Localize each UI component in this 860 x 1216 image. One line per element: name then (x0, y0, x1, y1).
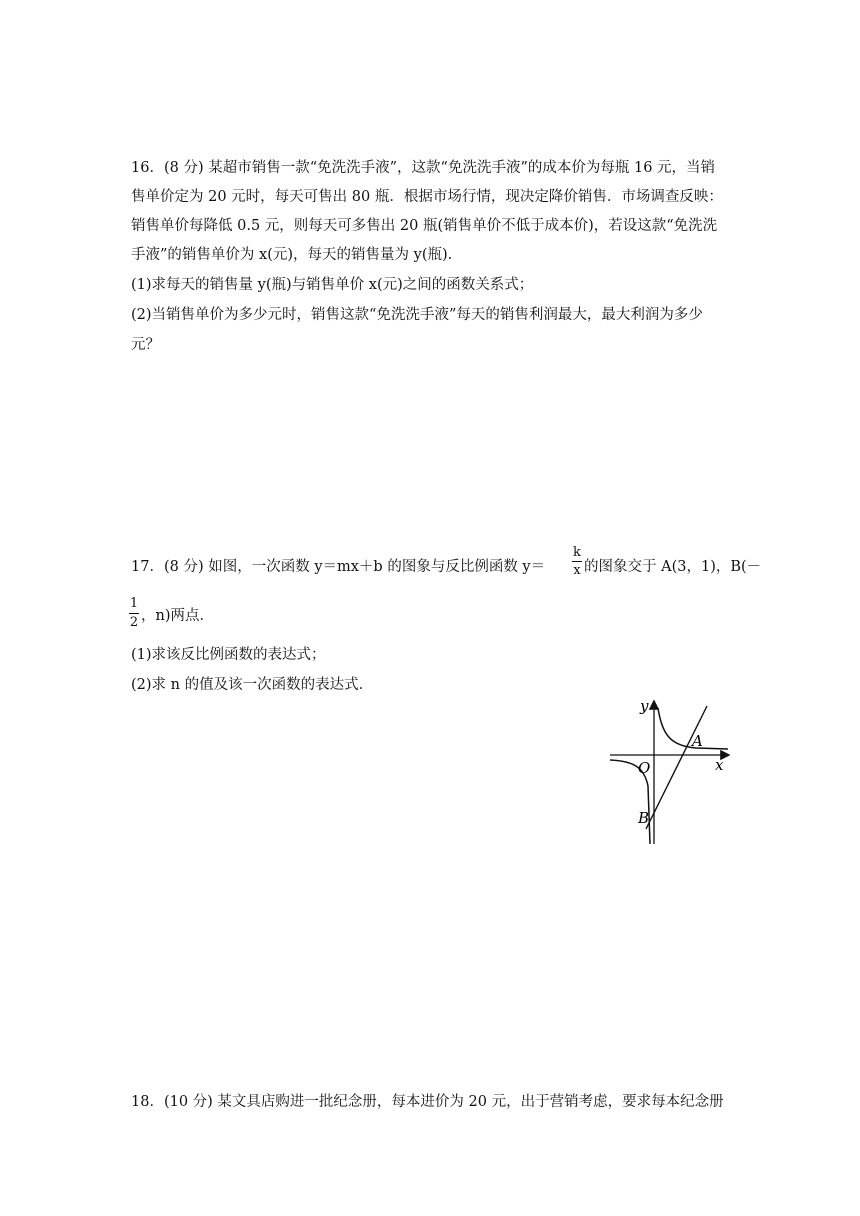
label-origin: O (638, 759, 651, 777)
q18-line-1: 18．(10 分) 某文具店购进一批纪念册，每本进价为 20 元，出于营销考虑，要求每本纪念册 (131, 1094, 724, 1110)
q16-part-2-cont: 元？ (131, 337, 160, 353)
fraction-half-numerator: 1 (129, 596, 139, 611)
label-point-b: B (638, 809, 650, 827)
q17-part-1: (1)求该反比例函数的表达式； (131, 647, 326, 663)
q16-part-1: (1)求每天的销售量 y(瓶)与销售单价 x(元)之间的函数关系式； (131, 277, 534, 293)
label-y: y (640, 697, 649, 715)
fraction-x-denominator: x (573, 563, 581, 578)
label-point-a: A (692, 732, 703, 750)
q16-part-2: (2)当销售单价为多少元时，销售这款“免洗洗手液”每天的销售利润最大，最大利润为多少 (131, 307, 703, 323)
q16-line-4: 手液”的销售单价为 x(元)，每天的销售量为 y(瓶). (131, 247, 453, 263)
q16-line-1: 16．(8 分) 某超市销售一款“免洗洗手液”，这款“免洗洗手液”的成本价为每瓶 16 元，当销 (131, 160, 716, 176)
q17-line-1-start: 17．(8 分) 如图，一次函数 y＝mx＋b 的图象与反比例函数 y＝ (131, 559, 546, 575)
fraction-half-bar (129, 613, 139, 614)
q17-line-1-end: 的图象交于 A(3，1)，B(－ (584, 559, 762, 575)
q16-line-3: 销售单价每降低 0.5 元，则每天可多售出 20 瓶(销售单价不低于成本价)，若设这款“免洗洗 (131, 218, 718, 234)
q16-line-2: 售单价定为 20 元时，每天可售出 80 瓶．根据市场行情，现决定降价销售．市场调查反映： (131, 189, 723, 205)
fraction-bar (572, 561, 582, 562)
fraction-k-numerator: k (573, 545, 581, 560)
q17-line-2: ，n)两点． (141, 608, 214, 624)
label-x: x (715, 756, 724, 774)
fraction-half-denominator: 2 (129, 615, 139, 630)
function-graph-figure (600, 694, 735, 849)
linear-function-line (646, 706, 707, 829)
q17-part-2: (2)求 n 的值及该一次函数的表达式． (131, 677, 374, 693)
